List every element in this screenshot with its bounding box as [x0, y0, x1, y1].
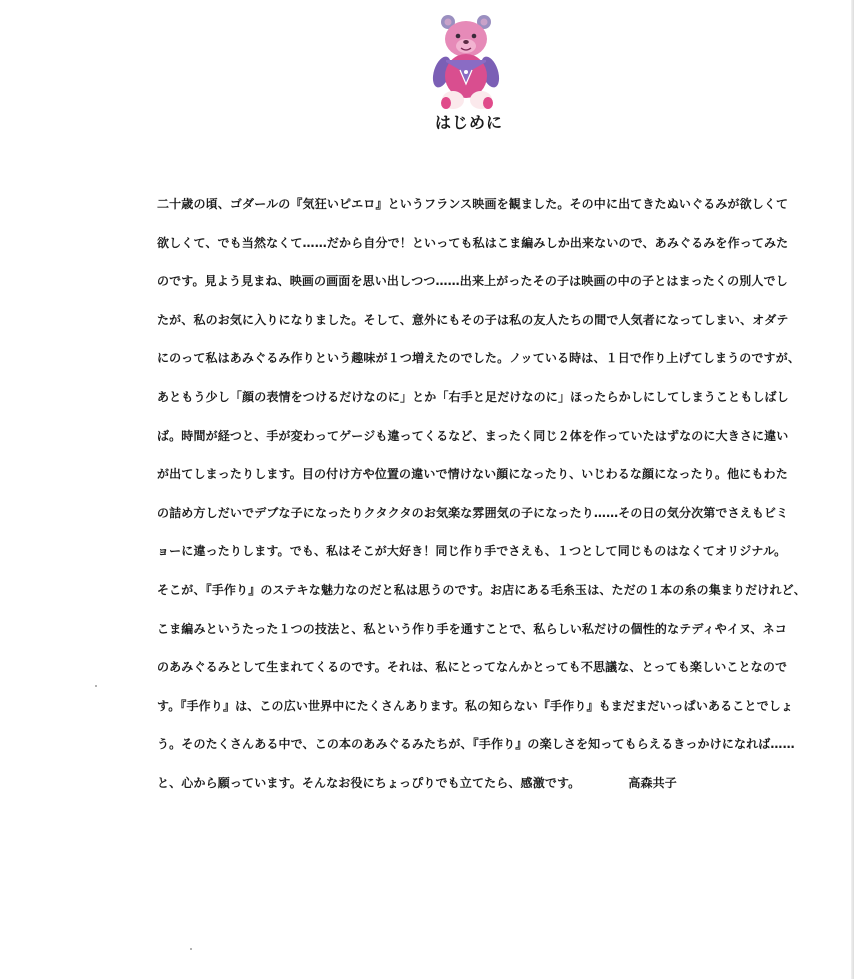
- paragraph-line: こま編みというたった１つの技法と、私という作り手を通すことで、私らしい私だけの個性的なテディやイヌ、ネコ: [157, 621, 787, 636]
- paragraph-line: と、心から願っています。そんなお役にちょっぴりでも立てたら、感激です。: [157, 775, 581, 790]
- paragraph-last-line: [157, 764, 787, 803]
- paragraph-line: そこが、『手作り』のステキな魅力なのだと私は思うのです。お店にある毛糸玉は、ただの１本の糸の集まりだけれど、: [157, 582, 806, 597]
- paragraph-line: ば。時間が経つと、手が変わってゲージも違ってくるなど、まったく同じ２体を作っていたはずなのに大きさに違い: [157, 428, 789, 443]
- author-name: 高森共子: [628, 775, 677, 790]
- paragraph-line: のあみぐるみとして生まれてくるのです。それは、私にとってなんかとっても不思議な、とっても楽しいことなので: [157, 660, 788, 675]
- paragraph-line: う。そのたくさんある中で、この本のあみぐるみたちが、『手作り』の楽しさを知ってもらえるきっかけになれば……: [157, 737, 795, 752]
- paragraph-line: たが、私のお気に入りになりました。そして、意外にもその子は私の友人たちの間で人気者になってしまい、オダテ: [157, 312, 789, 327]
- paragraph-line: 二十歳の頃、ゴダールの『気狂いピエロ』というフランス映画を観ました。その中に出てきたぬいぐるみが欲しくて: [157, 197, 789, 211]
- paper-speck: [95, 685, 97, 687]
- paragraph-line: 欲しくて、でも当然なくて……だから自分で！といっても私はこま編みしか出来ないので、あみぐるみを作ってみた: [157, 235, 789, 250]
- paragraph-line: のです。見よう見まね、映画の画面を思い出しつつ……出来上がったその子は映画の中の子とはまったくの別人でし: [157, 274, 788, 289]
- paragraph-line: す。『手作り』は、この広い世界中にたくさんあります。私の知らない『手作り』もまだまだいっぱいあることでしょ: [157, 698, 794, 713]
- paragraph-line: あともう少し「顔の表情をつけるだけなのに」とか「右手と足だけなのに」ほったらかしにしてしまうこともしばし: [157, 389, 789, 404]
- intro-paragraph: [157, 185, 806, 803]
- paper-speck: [190, 948, 192, 950]
- paragraph-line: にのって私はあみぐるみ作りという趣味が１つ増えたのでした。ノッている時は、１日で作り上げてしまうのですが、: [157, 351, 800, 366]
- paragraph-line: ョーに違ったりします。でも、私はそこが大好き！同じ作り手でさえも、１つとして同じものはなくてオリジナル。: [157, 544, 787, 559]
- paragraph-line: の詰め方しだいでデブな子になったりクタクタのお気楽な雰囲気の子になったり……その日の気分次第でさえもビミ: [157, 505, 789, 520]
- page-title: はじめに: [434, 113, 503, 132]
- crochet-teddy-bear-icon: [430, 12, 506, 112]
- paragraph-line: が出てしまったりします。目の付け方や位置の違いで情けない顔になったり、いじわるな顔になったり。他にもわた: [157, 467, 788, 482]
